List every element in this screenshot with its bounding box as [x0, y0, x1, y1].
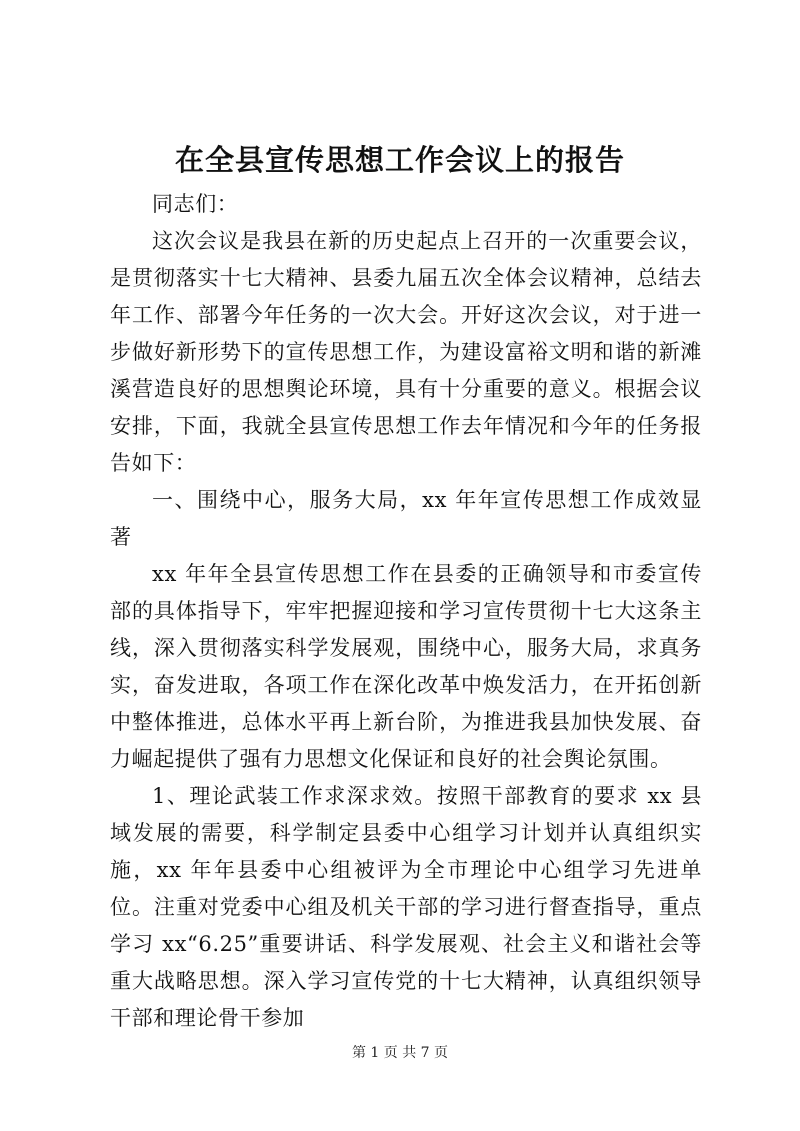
- document-title: 在全县宣传思想工作会议上的报告: [174, 143, 625, 177]
- page-footer: 第 1 页 共 7 页: [351, 1045, 449, 1061]
- section-heading-1: 一、围绕中心，服务大局，xx 年年宣传思想工作成效显著: [110, 488, 702, 549]
- paragraph-item-1: 1、理论武装工作求深求效。按照干部教育的要求 xx 县域发展的需要，科学制定县委中心组学习计划并认真组织实施，xx 年年县委中心组被评为全市理论中心组学习先进单位。注重对党委中心组及机关干部的学习进行督查指导，重点学习 xx“6.25”重要讲话、科学发展观、社会主义和谐社会等重大战略思想。深入学习宣传党的十七大精神，认真组织领导干部和理论骨干参加: [110, 784, 702, 1030]
- paragraph-salutation: 同志们：: [152, 192, 239, 216]
- paragraph-intro: 这次会议是我县在新的历史起点上召开的一次重要会议，是贯彻落实十七大精神、县委九届五次全体会议精神，总结去年工作、部署今年任务的一次大会。开好这次会议，对于进一步做好新形势下的宣传思想工作，为建设富裕文明和谐的新滩溪营造良好的思想舆论环境，具有十分重要的意义。根据会议安排，下面，我就全县宣传思想工作去年情况和今年的任务报告如下：: [110, 229, 702, 475]
- document-body: [110, 186, 702, 1037]
- paragraph-summary: xx 年年全县宣传思想工作在县委的正确领导和市委宣传部的具体指导下，牢牢把握迎接和学习宣传贯彻十七大这条主线，深入贯彻落实科学发展观，围绕中心，服务大局，求真务实，奋发进取，各项工作在深化改革中焕发活力，在开拓创新中整体推进，总体水平再上新台阶，为推进我县加快发展、奋力崛起提供了强有力思想文化保证和良好的社会舆论氛围。: [110, 562, 702, 771]
